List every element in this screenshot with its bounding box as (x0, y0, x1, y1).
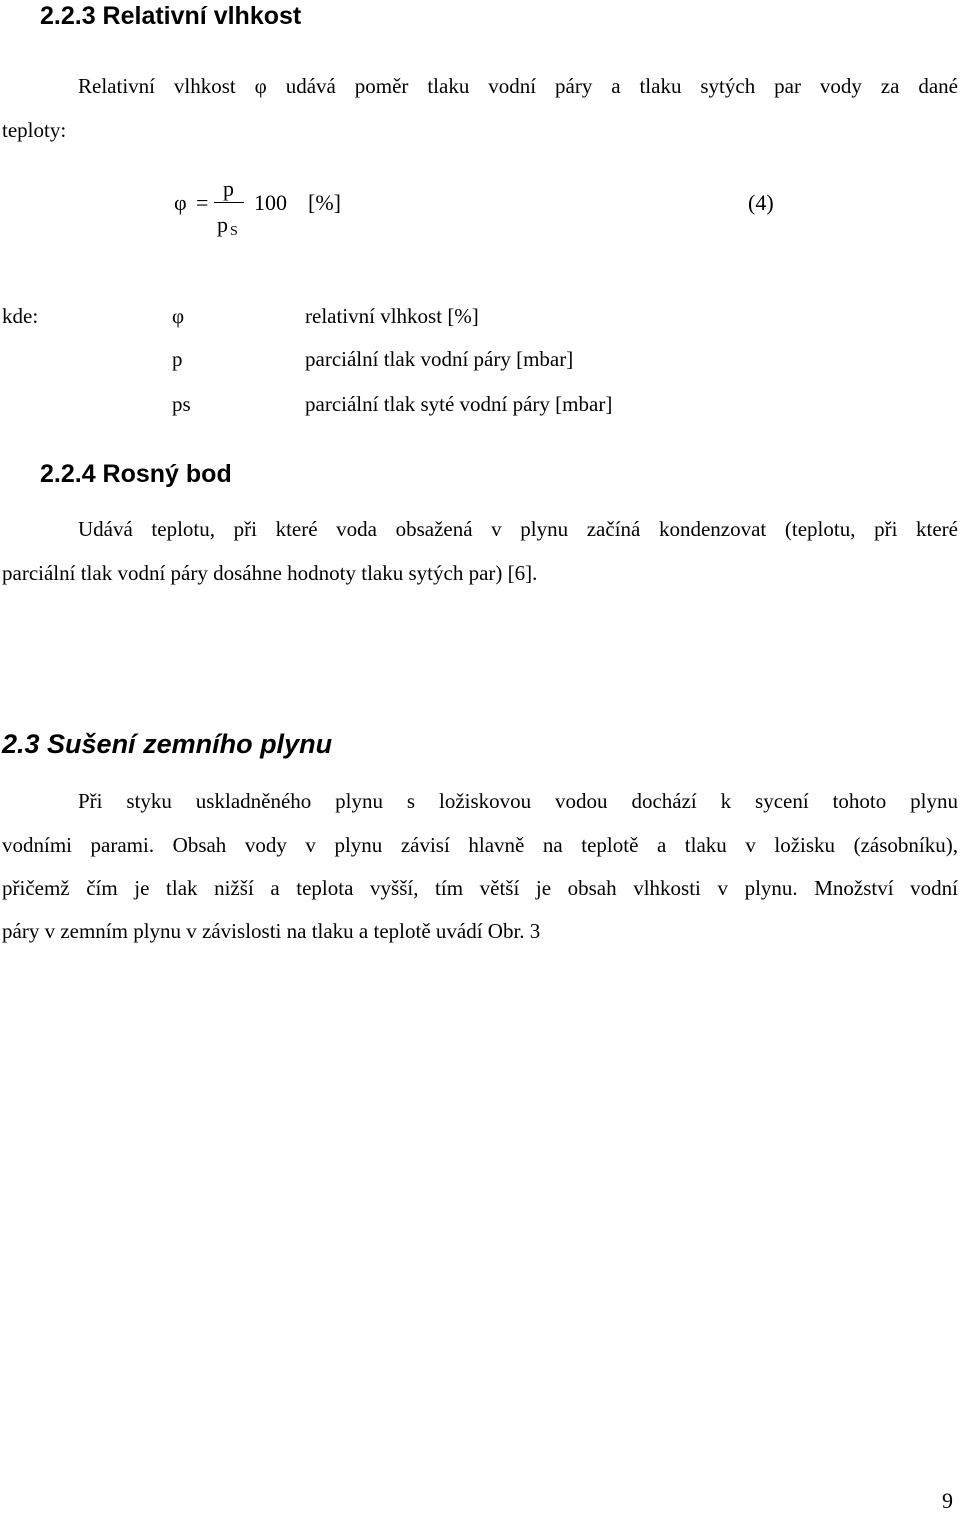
fraction-bar (214, 202, 244, 203)
legend-symbol: ps (172, 392, 191, 416)
legend-symbol: φ (172, 304, 185, 328)
equation-equals: = (196, 190, 209, 215)
section-heading-2-2-3: 2.2.3 Relativní vlhkost (40, 2, 302, 30)
paragraph-line: parciální tlak vodní páry dosáhne hodnoty tlaku sytých par) [6]. (2, 561, 538, 585)
paragraph-line: přičemž čím je tlak nižší a teplota vyšší, tím větší je obsah vlhkosti v plynu. Množství vodní (2, 876, 958, 900)
legend-description: parciální tlak vodní páry [mbar] (305, 347, 574, 371)
section-heading-2-2-4: 2.2.4 Rosný bod (40, 460, 232, 488)
equation-numerator: p (223, 176, 234, 201)
section-heading-2-3: 2.3 Sušení zemního plynu (2, 729, 333, 759)
equation-lhs: φ (174, 190, 187, 215)
legend-description: parciální tlak syté vodní páry [mbar] (305, 392, 613, 416)
page-number: 9 (942, 1488, 953, 1513)
legend-label: kde: (2, 304, 39, 328)
legend-description: relativní vlhkost [%] (305, 304, 479, 328)
paragraph-line: páry v zemním plynu v závislosti na tlaku a teplotě uvádí Obr. 3 (2, 919, 541, 943)
paragraph-line: Při styku uskladněného plynu s ložiskovou vodou dochází k sycení tohoto plynu (78, 789, 958, 813)
equation-denominator-sub: S (230, 224, 238, 239)
equation-number: (4) (748, 190, 774, 215)
equation-factor: 100 (254, 190, 287, 215)
paragraph-line: teploty: (2, 118, 67, 142)
equation-unit: [%] (308, 190, 341, 215)
legend-symbol: p (172, 347, 183, 371)
paragraph-line: Udává teplotu, při které voda obsažená v plynu začíná kondenzovat (teplotu, při které (78, 517, 958, 541)
equation-denominator: p (217, 212, 228, 237)
paragraph-line: vodními parami. Obsah vody v plynu závisí hlavně na teplotě a tlaku v ložisku (zásobníku), (2, 833, 958, 857)
paragraph-line: Relativní vlhkost φ udává poměr tlaku vodní páry a tlaku sytých par vody za dané (78, 74, 958, 98)
